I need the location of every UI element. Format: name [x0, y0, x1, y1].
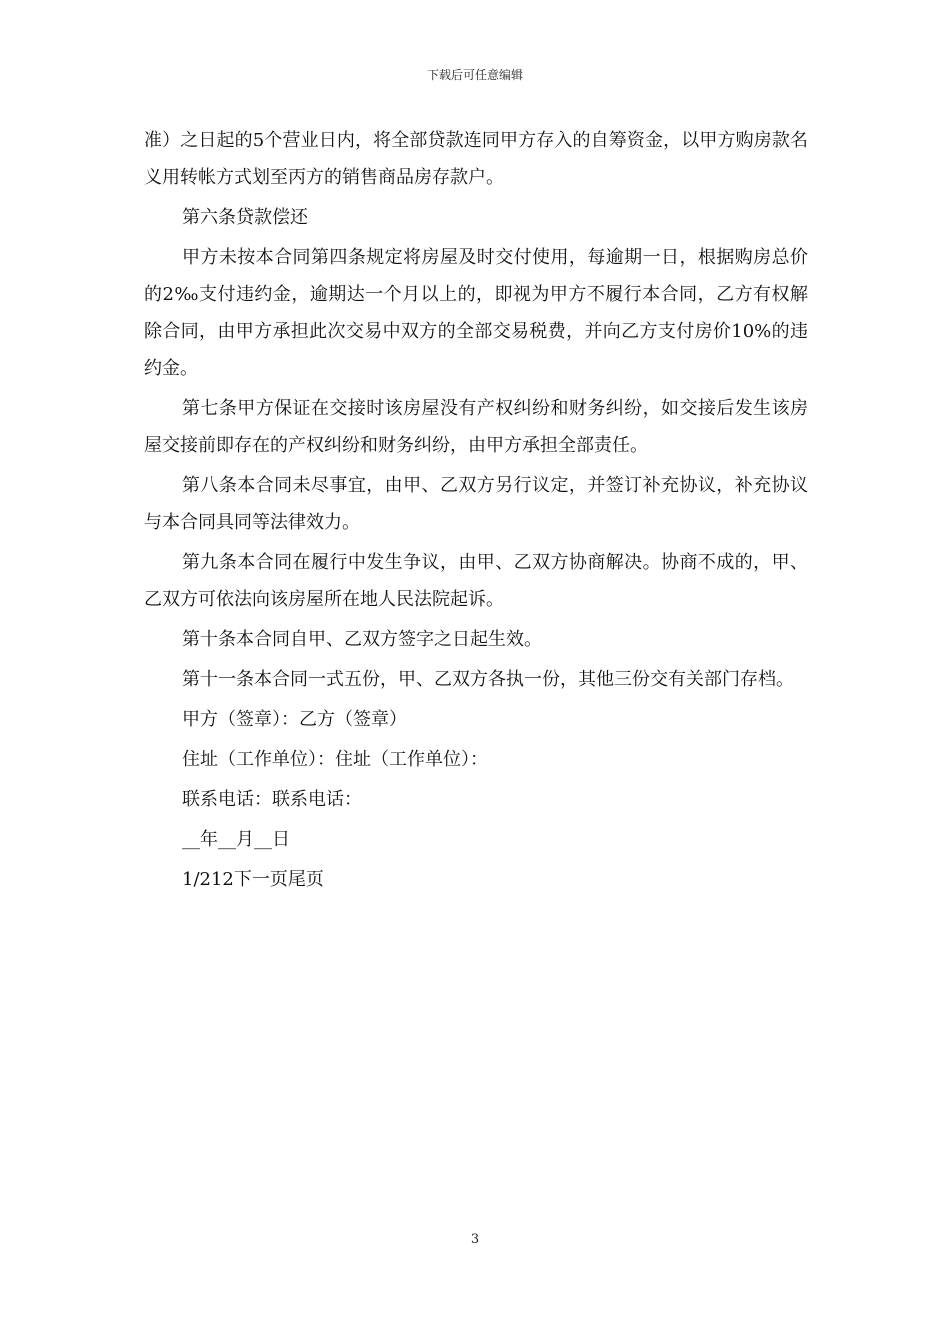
pagination-text: 1/212下一页尾页 [182, 869, 324, 890]
page-number: 3 [470, 1232, 480, 1247]
address-line: 住址（工作单位）：住址（工作单位）： [182, 749, 488, 770]
date-line: __年__月__日 [182, 829, 290, 850]
paragraph-continuation: 准）之日起的5个营业日内，将全部贷款连同甲方存入的自筹资金，以甲方购房款名义用转帐方式划至丙方的销售商品房存款户。 [144, 130, 808, 188]
clause-11-text: 第十一条本合同一式五份，甲、乙双方各执一份，其他三份交有关部门存档。 [182, 669, 794, 690]
clause-6-text: 甲方未按本合同第四条规定将房屋及时交付使用，每逾期一日，根据购房总价的2‰支付违约金，逾期达一个月以上的，即视为甲方不履行本合同，乙方有权解除合同，由甲方承担此次交易中双方的全部交易税费，并向乙方支付房价10%的违约金。 [144, 247, 808, 379]
clause-8-text: 第八条本合同未尽事宜，由甲、乙双方另行议定，并签订补充协议，补充协议与本合同具同等法律效力。 [144, 475, 808, 533]
clause-6-title: 第六条贷款偿还 [182, 207, 308, 228]
signature-line: 甲方（签章）：乙方（签章） [182, 709, 407, 730]
page-header-note: 下载后可任意编辑 [426, 68, 523, 82]
clause-9-text: 第九条本合同在履行中发生争议，由甲、乙双方协商解决。协商不成的，甲、乙双方可依法向该房屋所在地人民法院起诉。 [144, 552, 808, 610]
document-body [144, 122, 808, 898]
phone-line: 联系电话：联系电话： [182, 789, 362, 810]
clause-10-text: 第十条本合同自甲、乙双方签字之日起生效。 [182, 629, 542, 650]
clause-7-text: 第七条甲方保证在交接时该房屋没有产权纠纷和财务纠纷，如交接后发生该房屋交接前即存在的产权纠纷和财务纠纷，由甲方承担全部责任。 [144, 398, 808, 456]
